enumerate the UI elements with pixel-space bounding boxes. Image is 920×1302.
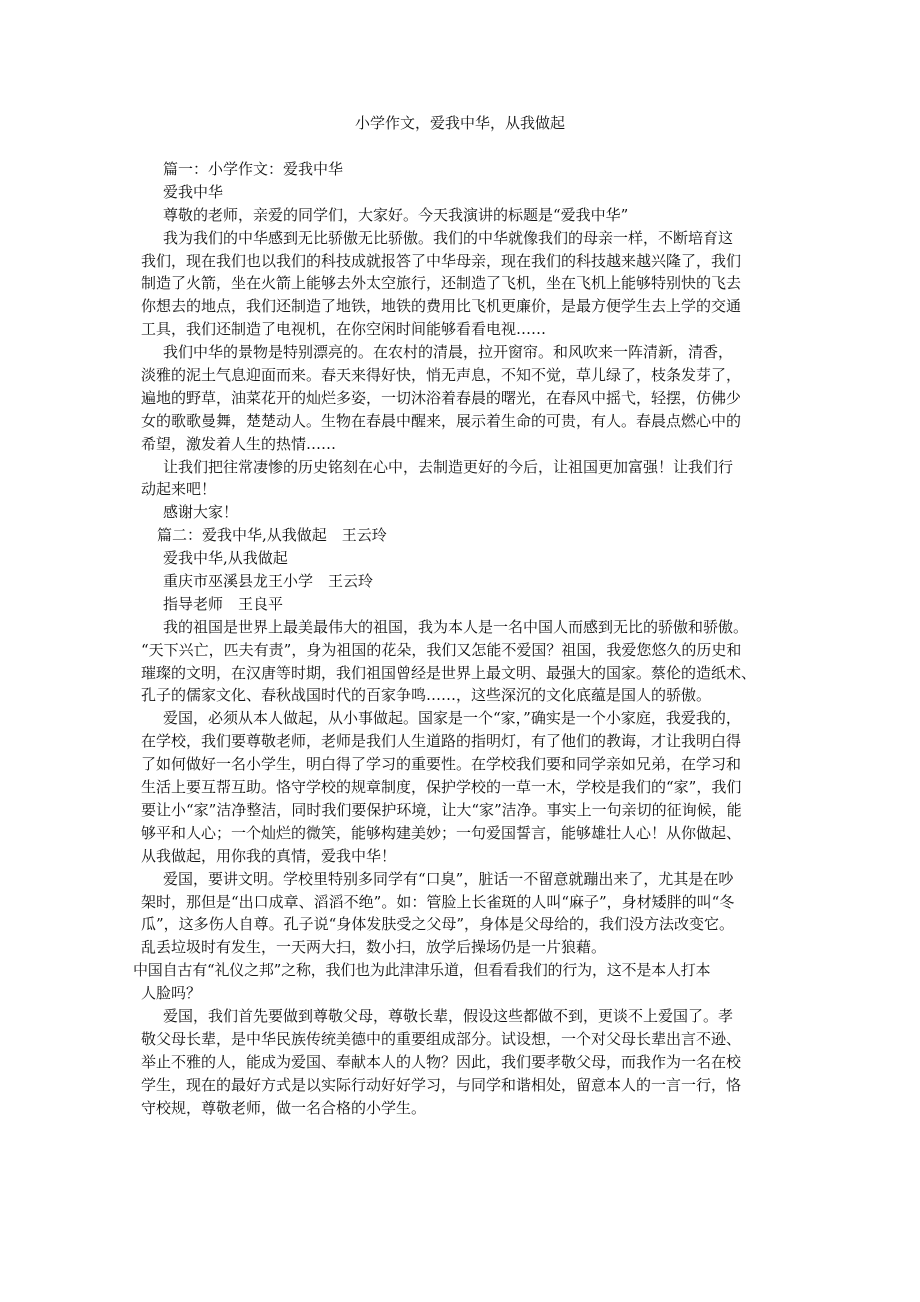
- text-line: 尊敬的老师，亲爱的同学们，大家好。今天我演讲的标题是“爱我中华”: [163, 205, 629, 224]
- document-title: 小学作文，爱我中华，从我做起: [354, 114, 565, 132]
- text-line: 动起来吧！: [141, 480, 217, 499]
- text-line: 篇一：小学作文：爱我中华: [163, 160, 344, 178]
- document-body: [133, 158, 789, 1119]
- text-line: 生活上要互帮互助。恪守学校的规章制度，保护学校的一草一木，学校是我们的“家”，我们: [141, 778, 742, 797]
- text-line: 爱我中华: [163, 182, 224, 201]
- text-line: 举止不雅的人，能成为爱国、奉献本人的人物？因此，我们要孝敬父母，而我作为一名在校: [141, 1052, 742, 1071]
- text-line: 中国自古有“礼仪之邦”之称，我们也为此津津乐道，但看看我们的行为，这不是本人打本: [133, 961, 711, 980]
- text-line: 爱国，要讲文明。学校里特别多同学有“口臭”，脏话一不留意就蹦出来了，尤其是在吵: [163, 869, 734, 888]
- text-line: 人脸吗？: [141, 984, 202, 1003]
- text-line: 感谢大家！: [163, 503, 239, 522]
- text-line: 从我做起，用你我的真情，爱我中华！: [141, 846, 397, 865]
- text-line: 爱我中华,从我做起: [163, 549, 288, 568]
- text-line: 你想去的地点，我们还制造了地铁，地铁的费用比飞机更廉价，是最方便学生去上学的交通: [141, 297, 742, 316]
- text-line: 淡雅的泥土气息迎面而来。春天来得好快，悄无声息，不知不觉，草儿绿了，枝条发芽了，: [141, 366, 742, 385]
- text-line: 我们，现在我们也以我们的科技成就报答了中华母亲，现在我们的科技越来越兴隆了，我们: [141, 251, 742, 270]
- text-line: 女的歌歌曼舞，楚楚动人。生物在春晨中醒来，展示着生命的可贵，有人。春晨点燃心中的: [141, 411, 742, 430]
- text-line: 学生，现在的最好方式是以实际行动好好学习，与同学和谐相处，留意本人的一言一行，恪: [141, 1075, 742, 1094]
- text-line: 够平和人心；一个灿烂的微笑，能够构建美妙；一句爱国誓言，能够雄壮人心！从你做起、: [141, 823, 742, 842]
- text-line: 我为我们的中华感到无比骄傲无比骄傲。我们的中华就像我们的母亲一样，不断培育这: [163, 228, 734, 247]
- text-line: 让我们把往常凄惨的历史铭刻在心中，去制造更好的今后，让祖国更加富强！让我们行: [163, 457, 734, 476]
- text-line: 要让小“家”洁净整洁，同时我们要保护环境，让大“家”洁净。事实上一句亲切的征询候，能: [141, 800, 742, 819]
- text-line: 希望，激发着人生的热情……: [141, 434, 337, 453]
- text-line: 制造了火箭，坐在火箭上能够去外太空旅行，还制造了飞机，坐在飞机上能够特别快的飞去: [141, 274, 742, 293]
- text-line: 乱丢垃圾时有发生，一天两大扫，数小扫，放学后操场仍是一片狼藉。: [141, 938, 607, 957]
- text-line: 架时，那但是“出口成章、滔滔不绝”。如：管脸上长雀斑的人叫“麻子”，身材矮胖的叫“冬: [141, 892, 735, 911]
- text-line: 璀璨的文明，在汉唐等时期，我们祖国曾经是世界上最文明、最强大的国家。蔡伦的造纸术、: [141, 663, 757, 682]
- text-line: 孔子的儒家文化、春秋战国时代的百家争鸣……，这些深沉的文化底蕴是国人的骄傲。: [141, 686, 712, 705]
- text-line: 我们中华的景物是特别漂亮的。在农村的清晨，拉开窗帘。和风吹来一阵清新，清香，: [163, 343, 734, 362]
- text-line: 爱国，我们首先要做到尊敬父母，尊敬长辈，假设这些都做不到，更谈不上爱国了。孝: [163, 1006, 734, 1025]
- text-line: 守校规，尊敬老师，做一名合格的小学生。: [141, 1098, 427, 1117]
- text-line: 敬父母长辈，是中华民族传统美德中的重要组成部分。试设想，一个对父母长辈出言不逊、: [141, 1029, 742, 1048]
- text-line: 瓜”，这多伤人自尊。孔子说“身体发肤受之父母”，身体是父母给的，我们没方法改变它。: [141, 915, 735, 934]
- text-line: 爱国，必须从本人做起，从小事做起。国家是一个“家，”确实是一个小家庭，我爱我的，: [163, 709, 741, 728]
- text-line: 指导老师 王良平: [163, 594, 284, 613]
- text-line: 篇二：爱我中华,从我做起 王云玲: [157, 526, 387, 545]
- text-line: 重庆市巫溪县龙王小学 王云玲: [163, 572, 374, 591]
- text-line: 我的祖国是世界上最美最伟大的祖国，我为本人是一名中国人而感到无比的骄傲和骄傲。: [163, 617, 749, 636]
- text-line: 在学校，我们要尊敬老师，老师是我们人生道路的指明灯，有了他们的教诲，才让我明白得: [141, 732, 742, 751]
- text-line: 工具，我们还制造了电视机，在你空闲时间能够看看电视……: [141, 320, 547, 339]
- text-line: “天下兴亡，匹夫有责”，身为祖国的花朵，我们又怎能不爱国？祖国，我爱您悠久的历史和: [141, 640, 742, 659]
- text-line: 了如何做好一名小学生，明白得了学习的重要性。在学校我们要和同学亲如兄弟，在学习和: [141, 755, 742, 774]
- text-line: 遍地的野草，油菜花开的灿烂多姿，一切沐浴着春晨的曙光，在春风中摇弋，轻摆，仿佛少: [141, 388, 742, 407]
